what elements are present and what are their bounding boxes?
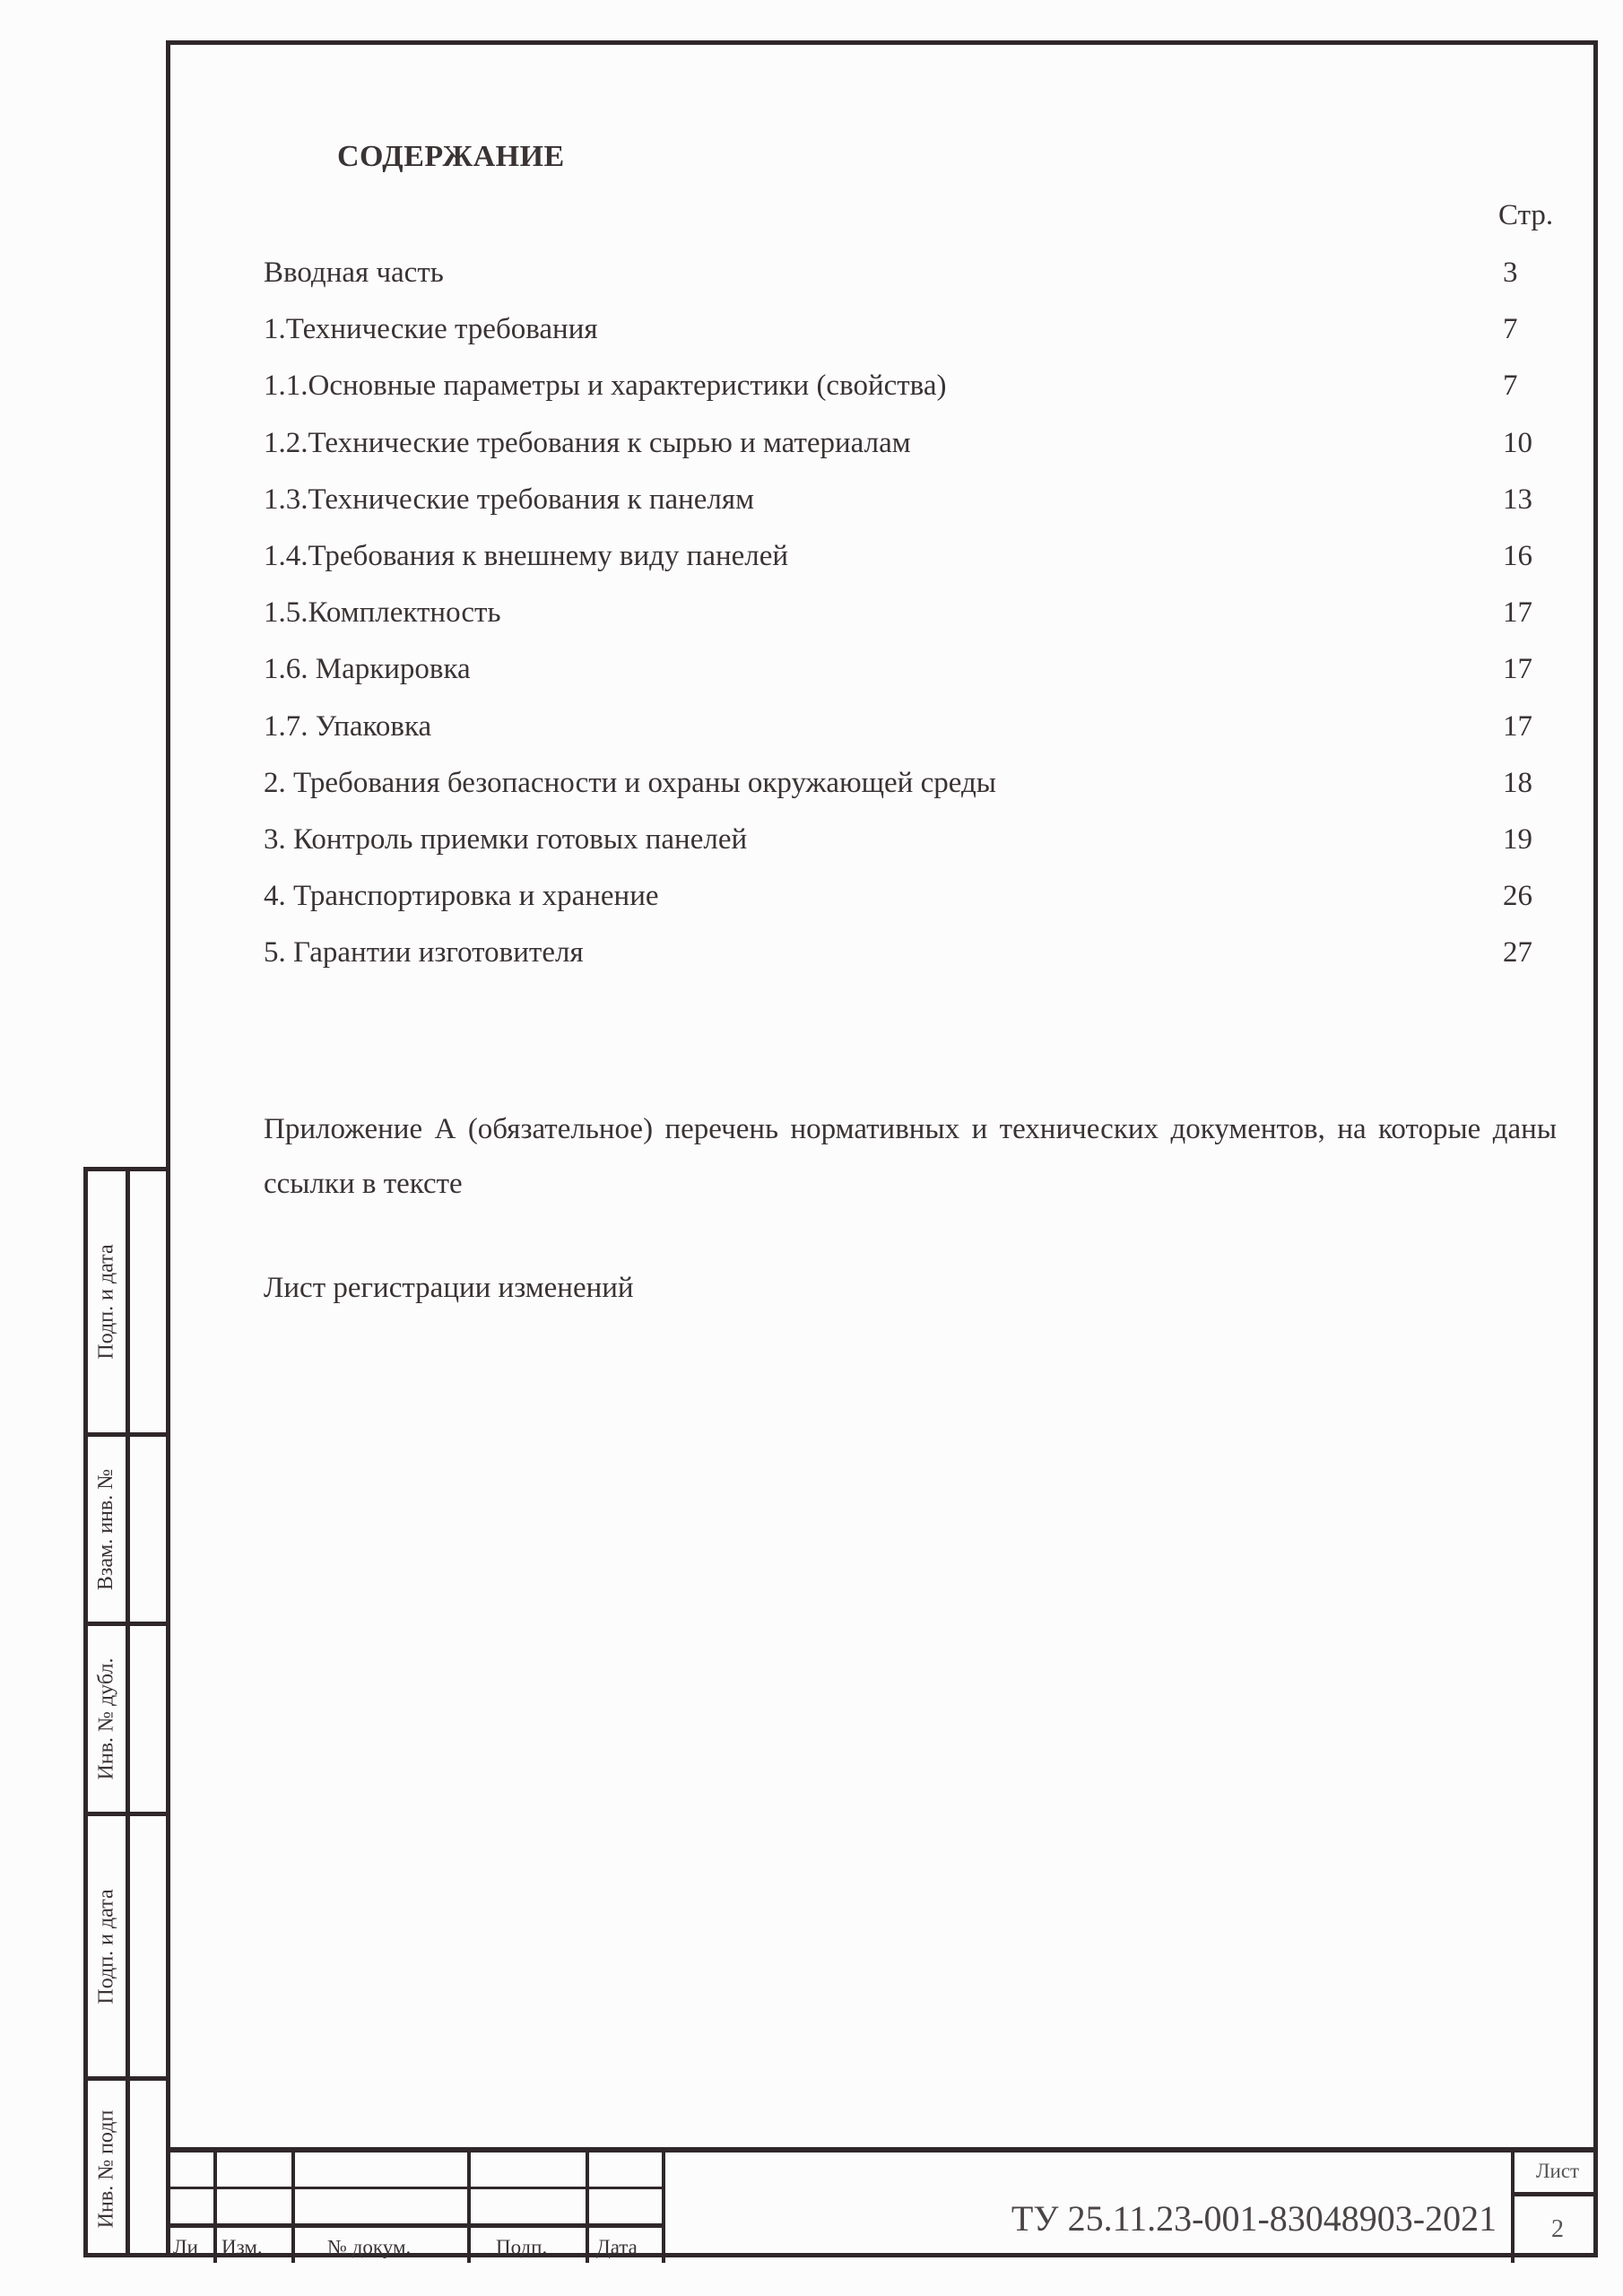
col-date: Дата [596,2236,638,2258]
toc-entry [264,538,1537,595]
col-doc-number: № докум. [327,2236,412,2258]
stamp-label: Подп. и дата [94,1888,118,2005]
stamp-label: Подп. и дата [94,1244,118,1360]
toc-entry [264,822,1537,878]
toc-page: 17 [1503,653,1532,686]
divider [586,2152,589,2263]
toc-label: 1.Технические требования [264,313,598,346]
table-of-contents [264,255,1537,991]
page-title: СОДЕРЖАНИЕ [337,140,565,173]
divider [467,2152,471,2263]
toc-page: 3 [1503,257,1518,289]
toc-page: 26 [1503,880,1532,913]
toc-page: 27 [1503,936,1532,970]
stamp-cell [88,1816,126,2076]
title-block [166,2147,1598,2263]
toc-page: 17 [1503,596,1532,630]
sheet-number: 2 [1551,2215,1564,2243]
toc-page: 13 [1503,483,1532,516]
appendix-entry: Приложение А (обязательное) перечень нормативных и технических документов, на которые даны ссылки в тексте [264,1113,1557,1200]
toc-entry [264,765,1537,822]
toc-page: 7 [1503,370,1518,403]
toc-label: 5. Гарантии изготовителя [264,936,584,970]
toc-entry [264,311,1537,368]
stamp-cell [88,2081,126,2257]
document-code: ТУ 25.11.23-001-83048903-2021 [1011,2198,1497,2239]
toc-entry [264,878,1537,935]
registration-sheet-entry: Лист регистрации изменений [264,1272,634,1304]
toc-page: 19 [1503,822,1532,856]
toc-label: 1.4.Требования к внешнему виду панелей [264,539,789,572]
toc-label: 1.3.Технические требования к панелям [264,483,754,516]
toc-label: Вводная часть [264,257,444,289]
toc-label: 4. Транспортировка и хранение [264,880,659,913]
divider [213,2152,217,2263]
divider [291,2152,295,2263]
toc-label: 1.5.Комплектность [264,596,501,630]
toc-entry [264,935,1537,991]
toc-entry [264,595,1537,651]
col-izm: Изм. [221,2236,263,2258]
toc-label: 2. Требования безопасности и охраны окружающей среды [264,766,996,799]
sheet-label: Лист [1535,2160,1580,2182]
toc-entry [264,368,1537,424]
toc-entry [264,482,1537,538]
toc-label: 1.6. Маркировка [264,653,471,686]
toc-label: 3. Контроль приемки готовых панелей [264,822,748,856]
toc-page: 7 [1503,313,1518,346]
divider [126,1171,130,2253]
toc-page: 17 [1503,709,1532,743]
stamp-cell [88,1437,126,1622]
toc-page: 16 [1503,539,1532,572]
divider [1511,2192,1598,2196]
divider [662,2152,665,2263]
col-li: Ли [173,2236,198,2258]
toc-label: 1.2.Технические требования к сырью и материалам [264,426,911,459]
toc-page: 10 [1503,426,1532,459]
toc-entry [264,651,1537,708]
stamp-cell [88,1626,126,1812]
toc-label: 1.1.Основные параметры и характеристики (свойства) [264,370,947,403]
toc-page: 18 [1503,766,1532,799]
toc-entry [264,709,1537,765]
side-stamp [83,1167,169,2257]
page-column-header: Стр. [1498,199,1554,231]
col-signature: Подп. [496,2236,548,2258]
stamp-label: Инв. № подп [94,2109,118,2229]
toc-entry [264,425,1537,482]
toc-label: 1.7. Упаковка [264,709,432,743]
stamp-label: Инв. № дубл. [94,1657,118,1780]
stamp-label: Взам. инв. № [94,1468,118,1590]
toc-entry [264,255,1537,311]
stamp-cell [88,1171,126,1432]
